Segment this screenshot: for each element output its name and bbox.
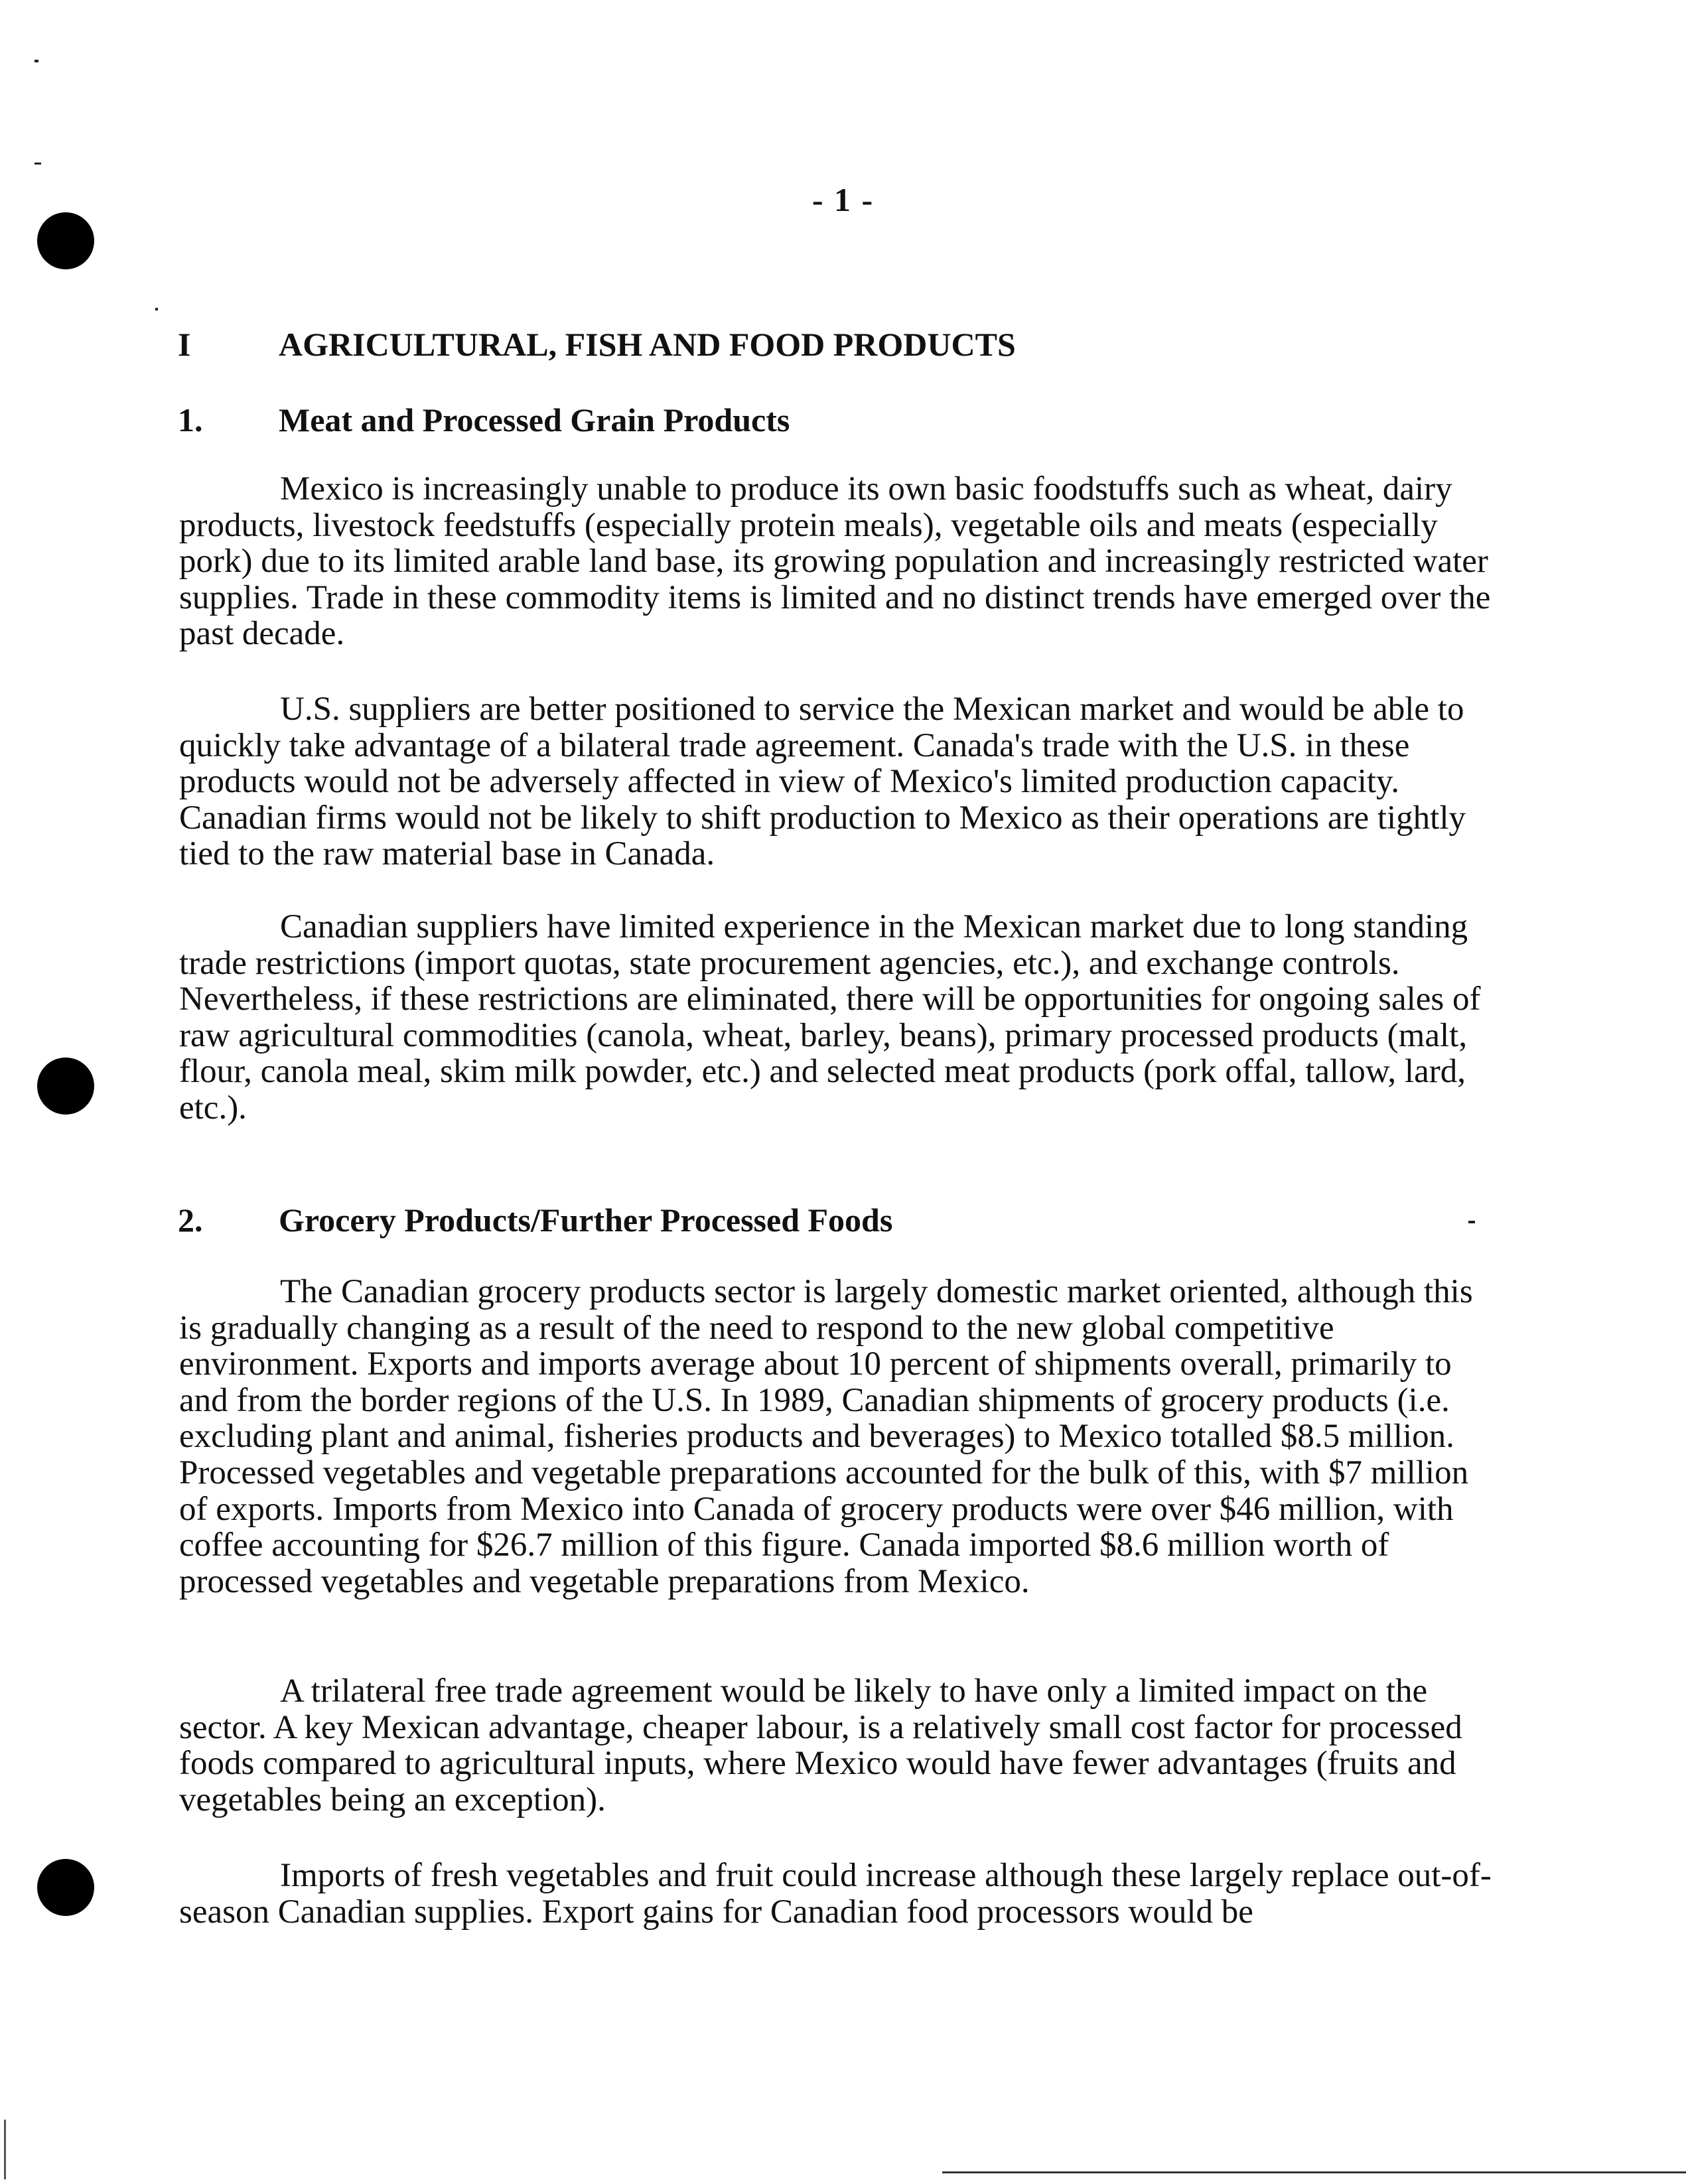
scan-speck [35,60,38,62]
page-number: - 1 - [811,181,875,218]
binder-hole-middle [37,1058,94,1115]
paragraph: Canadian suppliers have limited experience in the Mexican market due to long standing trade restrictions (import quotas, state procurement agencies, etc.), and exchange controls. Nevertheless, if these restrictions are eliminated, there will be opportunities for ongoing sales of raw agricultural commodities (canola, wheat, barley, beans), primary processed products (malt, flour, canola meal, skim milk powder, etc.) and selected meat products (pork offal, tallow, lard, etc.). [179,908,1481,1126]
subsection-title: Grocery Products/Further Processed Foods [279,1201,893,1239]
section-title: AGRICULTURAL, FISH AND FOOD PRODUCTS [279,326,1016,363]
section-numeral: I [178,326,191,363]
scan-speck [35,163,41,165]
subsection-number: 1. [178,401,203,439]
subsection-title: Meat and Processed Grain Products [279,401,790,439]
paragraph: The Canadian grocery products sector is largely domestic market oriented, although this is gradually changing as a result of the need to respond to the new global competitive environment. Exports and imports average about 10 percent of shipments overall, primarily to and from the border regions of the U.S. In 1989, Canadian shipments of grocery products (i.e. excluding plant and animal, fisheries products and beverages) to Mexico totalled $8.5 million. Processed vegetables and vegetable preparations accounted for the bulk of this, with $7 million of exports. Imports from Mexico into Canada of grocery products were over $46 million, with coffee accounting for $26.7 million of this figure. Canada imported $8.6 million worth of processed vegetables and vegetable preparations from Mexico. [179,1273,1473,1600]
scan-speck [155,308,158,310]
paragraph: U.S. suppliers are better positioned to service the Mexican market and would be able to quickly take advantage of a bilateral trade agreement. Canada's trade with the U.S. in these products would not be adversely affected in view of Mexico's limited production capacity. Canadian firms would not be likely to shift production to Mexico as their operations are tightly tied to the raw material base in Canada. [179,691,1466,873]
subsection-number: 2. [178,1201,203,1239]
scan-speck [1468,1221,1475,1223]
scan-edge-mark [4,2120,6,2179]
binder-hole-bottom [37,1859,94,1916]
paragraph: A trilateral free trade agreement would be likely to have only a limited impact on the sector. A key Mexican advantage, cheaper labour, is a relatively small cost factor for processed foods compared to agricultural inputs, where Mexico would have fewer advantages (fruits and vegetables being an exception). [179,1672,1462,1818]
binder-hole-top [37,212,94,269]
paragraph: Imports of fresh vegetables and fruit could increase although these largely replace out-of-season Canadian supplies. Export gains for Canadian food processors would be [179,1857,1492,1931]
scan-bottom-rule [942,2171,1686,2173]
paragraph: Mexico is increasingly unable to produce its own basic foodstuffs such as wheat, dairy products, livestock feedstuffs (especially protein meals), vegetable oils and meats (especially pork) due to its limited arable land base, its growing population and increasingly restricted water supplies. Trade in these commodity items is limited and no distinct trends have emerged over the past decade. [179,470,1491,653]
